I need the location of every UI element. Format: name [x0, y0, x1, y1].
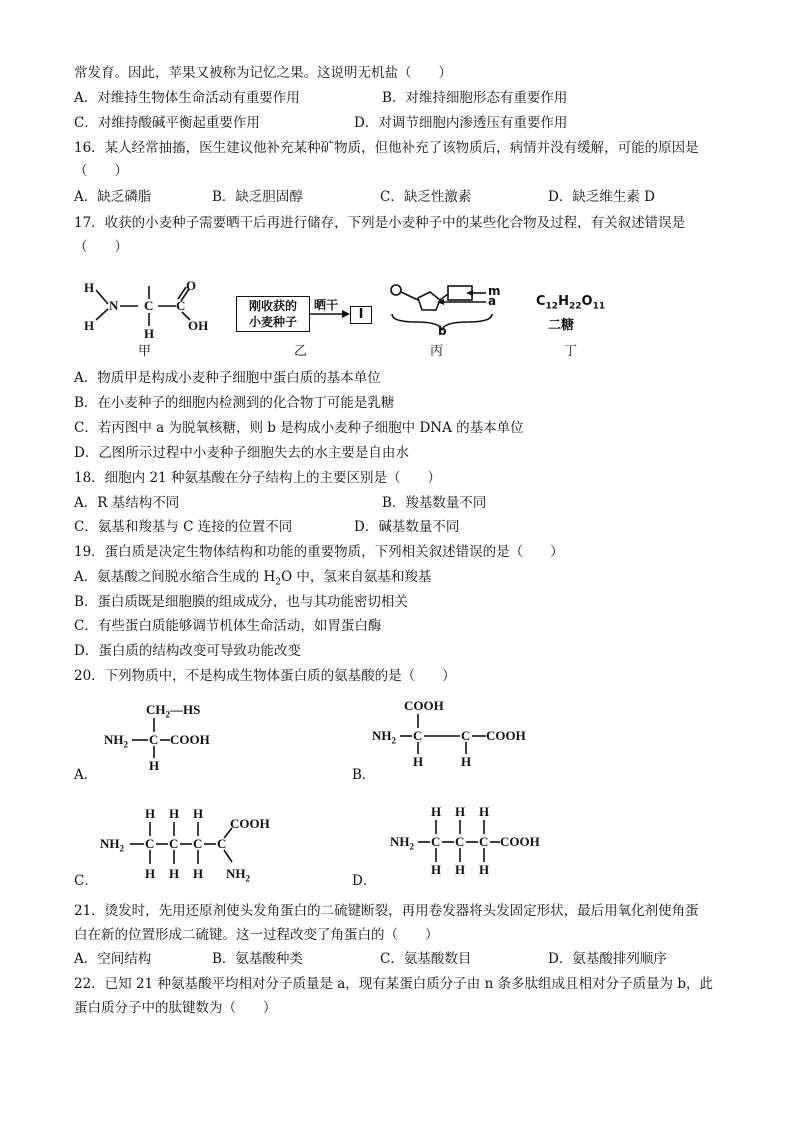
group-ch2hs: $CH_2—HS$	[146, 702, 201, 720]
q20-stem: 20．下列物质中，不是构成生物体蛋白质的氨基酸的是（ ）	[74, 668, 456, 684]
atom-h: H	[479, 804, 490, 819]
figure-bing	[386, 278, 516, 358]
q21-stem-cont: 白在新的位置形成二硫键。这一过程改变了角蛋白的（ ）	[74, 927, 439, 943]
q16-option-d: D．缺乏维生素 D	[548, 189, 655, 205]
atom-c: C	[413, 728, 423, 743]
group-nh2: $NH_2$	[372, 728, 396, 746]
atom-h: H	[431, 862, 442, 877]
atom-h: H	[169, 806, 180, 821]
q16-option-b: B．缺乏胆固醇	[212, 189, 303, 205]
atom-h: H	[193, 866, 204, 881]
atom-n: N	[109, 298, 119, 313]
disaccharide-label: 二糖	[548, 318, 575, 333]
q19-option-d: D．蛋白质的结构改变可导致功能改变	[74, 643, 301, 659]
q21-option-a: A．空间结构	[74, 951, 152, 967]
label-yi: 乙	[294, 344, 308, 359]
figure-yi	[234, 292, 384, 358]
atom-h: H	[455, 862, 466, 877]
q17-stem: 17．收获的小麦种子需要晒干后再进行储存，下列是小麦种子中的某些化合物及过程，有关叙述错误是	[74, 215, 686, 231]
structure-a	[104, 700, 234, 776]
group-cooh: COOH	[404, 698, 444, 713]
structure-b	[372, 696, 542, 776]
q18-option-b: B．羧基数量不同	[382, 495, 487, 511]
label-a: a	[488, 294, 497, 308]
q18-option-c: C．氨基和羧基与 C 连接的位置不同	[74, 519, 293, 535]
q19-stem: 19．蛋白质是决定生物体结构和功能的重要物质，下列相关叙述错误的是（ ）	[74, 544, 564, 560]
q15-option-b: B．对维持细胞形态有重要作用	[382, 90, 568, 106]
atom-c: C	[193, 836, 203, 851]
q21-option-d: D．氨基酸排列顺序	[548, 951, 667, 967]
q20-option-b-label: B．	[352, 767, 376, 783]
q19-option-a: A．氨基酸之间脱水缩合生成的 $H_2O$ 中，氢来自氨基和羧基	[74, 569, 432, 588]
q19-option-b: B．蛋白质既是细胞膜的组成成分，也与其功能密切相关	[74, 594, 408, 610]
atom-c: C	[479, 834, 489, 849]
q22-stem: 22．已知 21 种氨基酸平均相对分子质量是 a，现有某蛋白质分子由 n 条多肽组成且相对分子质量为 b，此	[74, 976, 713, 992]
atom-h: H	[84, 280, 95, 295]
group-cooh: COOH	[230, 816, 270, 831]
atom-c: C	[461, 728, 471, 743]
atom-c: C	[144, 298, 154, 313]
atom-h: H	[431, 804, 442, 819]
group-nh2: $NH_2$	[390, 834, 414, 852]
atom-h: H	[145, 866, 156, 881]
q17-paren: （ ）	[74, 239, 128, 255]
q18-option-d: D．碱基数量不同	[354, 519, 460, 535]
q18-stem: 18．细胞内 21 种氨基酸在分子结构上的主要区别是（ ）	[74, 470, 441, 486]
seed-label-line1: 刚收获的	[248, 299, 297, 313]
group-oh: OH	[188, 318, 209, 333]
figure-jia	[74, 276, 224, 359]
atom-h: H	[461, 754, 472, 769]
group-nh2: $NH_2$	[104, 732, 128, 750]
atom-h: H	[169, 866, 180, 881]
q17-option-b: B．在小麦种子的细胞内检测到的化合物丁可能是乳糖	[74, 395, 395, 411]
group-cooh: COOH	[170, 732, 210, 747]
figure-ding	[536, 294, 636, 358]
structure-c	[100, 806, 290, 886]
q22-stem-cont: 蛋白质分子中的肽键数为（ ）	[74, 1000, 277, 1016]
formula-c12h22o11: $C_{12}H_{22}O_{11}$	[536, 294, 606, 312]
group-nh2: $NH_2$	[100, 836, 124, 854]
atom-c: C	[149, 732, 159, 747]
q19-option-c: C．有些蛋白质能够调节机体生命活动，如胃蛋白酶	[74, 618, 382, 634]
q16-option-a: A．缺乏磷脂	[74, 189, 152, 205]
seed-label-line2: 小麦种子	[248, 315, 297, 329]
group-nh2: $NH_2$	[226, 866, 250, 884]
line-continuation: 常发育。因此，苹果又被称为记忆之果。这说明无机盐（ ）	[74, 65, 452, 81]
atom-h: H	[479, 862, 490, 877]
label-m: m	[488, 284, 501, 298]
q21-option-c: C．氨基酸数目	[380, 951, 472, 967]
atom-h: H	[413, 754, 424, 769]
q15-option-d: D．对调节细胞内渗透压有重要作用	[354, 115, 568, 131]
label-b: b	[438, 324, 447, 338]
box-i: I	[350, 306, 372, 324]
atom-h: H	[149, 758, 160, 773]
group-cooh: COOH	[500, 834, 540, 849]
atom-c: C	[169, 836, 179, 851]
atom-h: H	[84, 318, 95, 333]
q17-option-c: C．若丙图中 a 为脱氧核糖，则 b 是构成小麦种子细胞中 DNA 的基本单位	[74, 420, 524, 436]
label-bing: 丙	[430, 344, 444, 359]
atom-c: C	[145, 836, 155, 851]
atom-c: C	[431, 834, 441, 849]
atom-o: O	[186, 278, 197, 293]
atom-h: H	[145, 806, 156, 821]
q21-option-b: B．氨基酸种类	[212, 951, 303, 967]
label-ding: 丁	[564, 344, 578, 359]
q17-option-d: D．乙图所示过程中小麦种子细胞失去的水主要是自由水	[74, 445, 409, 461]
q17-option-a: A．物质甲是构成小麦种子细胞中蛋白质的基本单位	[74, 370, 381, 386]
q18-option-a: A．R 基结构不同	[74, 495, 180, 511]
atom-c: C	[217, 836, 227, 851]
q15-option-c: C．对维持酸碱平衡起重要作用	[74, 115, 260, 131]
q16-paren: （ ）	[74, 163, 128, 179]
dry-label: 晒干	[314, 298, 339, 312]
label-jia: 甲	[138, 344, 152, 359]
q21-stem: 21．烫发时，先用还原剂使头发角蛋白的二硫键断裂，再用卷发器将头发固定形状，最后用氧化剂使角蛋	[74, 903, 699, 919]
structure-d	[390, 802, 560, 882]
atom-h: H	[193, 806, 204, 821]
q20-option-d-label: D．	[352, 873, 377, 889]
q20-option-c-label: C．	[74, 873, 98, 889]
atom-c: C	[176, 298, 186, 313]
atom-c: C	[455, 834, 465, 849]
q20-option-a-label: A．	[74, 767, 98, 783]
q15-option-a: A．对维持生物体生命活动有重要作用	[74, 90, 300, 106]
atom-h: H	[455, 804, 466, 819]
q16-stem: 16．某人经常抽搐，医生建议他补充某种矿物质，但他补充了该物质后，病情并没有缓解，可能的原因是	[74, 140, 699, 156]
group-cooh: COOH	[486, 728, 526, 743]
q16-option-c: C．缺乏性激素	[380, 189, 472, 205]
atom-h: H	[144, 326, 155, 341]
